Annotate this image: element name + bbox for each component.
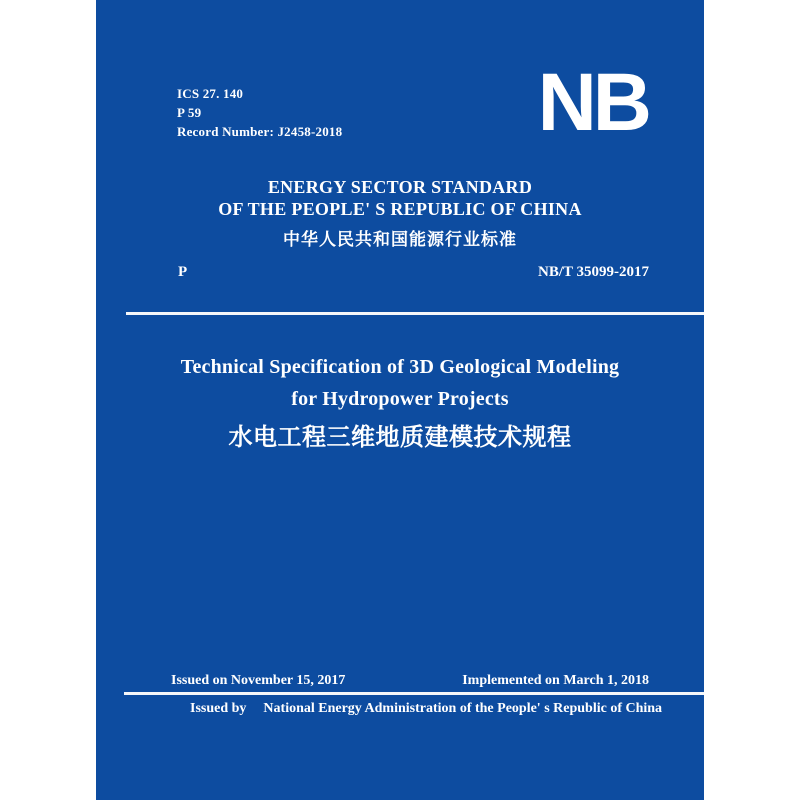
implemented-date: Implemented on March 1, 2018: [462, 673, 649, 688]
nb-logo: NB: [537, 57, 648, 148]
p-classification: P 59: [177, 105, 202, 120]
ics-code: ICS 27. 140: [177, 86, 244, 101]
standard-number: NB/T 35099-2017: [538, 264, 649, 280]
header-line-1: ENERGY SECTOR STANDARD: [267, 177, 533, 197]
p-mark: P: [178, 264, 188, 280]
record-number: Record Number: J2458-2018: [177, 124, 343, 139]
issuer-row: [190, 700, 662, 718]
standard-cover: [96, 0, 704, 800]
issuer-label: Issued by: [190, 701, 247, 716]
title-english-line1: Technical Specification of 3D Geological Modeling: [180, 356, 620, 378]
standard-header: [96, 176, 704, 252]
title-block: [96, 351, 704, 455]
dates-row: [171, 672, 649, 690]
header-line-2: OF THE PEOPLE' S REPUBLIC OF CHINA: [218, 199, 582, 219]
title-english-line2: for Hydropower Projects: [291, 388, 509, 410]
header-line-chinese: 中华人民共和国能源行业标准: [283, 230, 517, 249]
issued-date: Issued on November 15, 2017: [171, 673, 346, 688]
divider-bottom: [124, 692, 704, 695]
ics-block: [177, 84, 342, 141]
code-row: [178, 263, 649, 281]
title-chinese: 水电工程三维地质建模技术规程: [228, 424, 572, 451]
issuer-name: National Energy Administration of the People' s Republic of China: [263, 701, 663, 716]
divider-top: [126, 312, 704, 315]
